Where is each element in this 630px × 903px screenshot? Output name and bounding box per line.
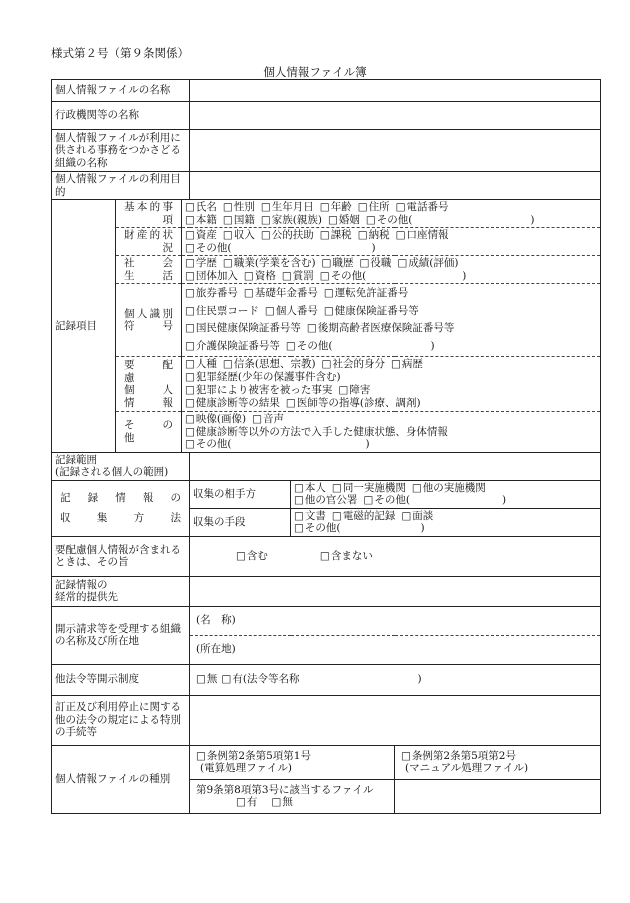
basic-items-label: 基本的事 項 xyxy=(116,200,182,228)
checkbox[interactable]: □ xyxy=(359,257,370,269)
manual-checkbox[interactable]: □ xyxy=(401,749,411,762)
checkbox-label: 年齢 xyxy=(330,201,352,213)
checkbox-label: 国民健康保険証番号等 xyxy=(195,322,301,334)
personal-info-file-register-table xyxy=(51,79,601,814)
purpose-label: 個人情報ファイルの利用目的 xyxy=(52,172,190,200)
checkbox-option[interactable] xyxy=(324,305,419,317)
checkbox-option[interactable] xyxy=(359,257,391,269)
collection-means-label: 収集の手段 xyxy=(190,508,291,536)
checkbox-label: 他の実施機関 xyxy=(422,481,486,494)
checkbox-label: 成績(評価) xyxy=(408,257,459,269)
checkbox-label: 住所 xyxy=(368,201,390,213)
checkbox-option[interactable] xyxy=(244,270,276,282)
checkbox[interactable]: □ xyxy=(185,213,195,226)
checkbox-option[interactable] xyxy=(185,214,217,226)
checkbox-option[interactable] xyxy=(223,257,316,269)
property-items-label: 財産的状 況 xyxy=(116,228,182,256)
checkbox-label: 病歴 xyxy=(401,358,423,370)
checkbox-label: 運転免許証番号 xyxy=(334,287,409,299)
checkbox-label: 健康診断等以外の方法で入手した健康状態、身体情報 xyxy=(195,425,448,438)
checkbox-option[interactable] xyxy=(185,305,259,317)
art9-yes-checkbox[interactable]: □ xyxy=(236,796,246,808)
art9-no-checkbox[interactable]: □ xyxy=(271,796,282,808)
checkbox[interactable]: □ xyxy=(319,201,330,213)
checkbox[interactable]: □ xyxy=(185,269,195,282)
checkbox-label: 本人 xyxy=(304,481,326,494)
checkbox-label: 犯罪により被害を被った事実 xyxy=(195,384,333,396)
checkbox-option[interactable] xyxy=(391,358,423,370)
checkbox[interactable]: □ xyxy=(321,257,332,269)
checkbox-option[interactable] xyxy=(223,201,255,213)
electronic-checkbox[interactable]: □ xyxy=(196,749,206,762)
checkbox-option[interactable] xyxy=(185,426,448,438)
sensitive-included-options: □含む □含まない xyxy=(190,536,601,576)
record-items-label: 記録項目 xyxy=(52,200,116,453)
special-procedure-value[interactable] xyxy=(190,695,601,745)
disclosure-org-label: 開示請求等を受理する組織の名称及び所在地 xyxy=(52,606,190,664)
checkbox-option[interactable] xyxy=(396,229,449,241)
property-items-options: □資産 □収入 □公的扶助 □課税 □納税 □口座情報 □その他( ) xyxy=(182,228,601,256)
checkbox-option[interactable] xyxy=(396,201,449,213)
checkbox-option[interactable] xyxy=(185,229,217,241)
checkbox-label: 音声 xyxy=(263,413,285,425)
checkbox-label: 納税 xyxy=(368,229,390,241)
checkbox-label: 課税 xyxy=(330,229,352,241)
checkbox-option[interactable] xyxy=(261,201,314,213)
checkbox-label: 性別 xyxy=(233,201,255,213)
social-items-label: 社 会 生 活 xyxy=(116,256,182,284)
basic-items-options: □氏名 □性別 □生年月日 □年齢 □住所 □電話番号 □本籍 □国籍 □家族(親族) □婚姻 □その他( ) xyxy=(182,200,601,228)
checkbox[interactable]: □ xyxy=(294,509,304,522)
checkbox[interactable]: □ xyxy=(185,438,195,450)
form-code: 様式第２号（第９条関係） xyxy=(51,46,189,60)
checkbox[interactable]: □ xyxy=(222,358,233,370)
organization-label: 個人情報ファイルが利用に供される事務をつかさどる組織の名称 xyxy=(52,130,190,172)
checkbox[interactable]: □ xyxy=(185,413,195,425)
checkbox-option[interactable] xyxy=(261,229,314,241)
checkbox[interactable]: □ xyxy=(252,413,263,425)
checkbox[interactable]: □ xyxy=(185,257,195,269)
checkbox[interactable]: □ xyxy=(395,229,406,241)
checkbox[interactable]: □ xyxy=(401,509,412,522)
checkbox-option[interactable] xyxy=(332,510,395,522)
sensitive-items-options xyxy=(182,357,601,412)
checkbox-option[interactable] xyxy=(320,229,352,241)
checkbox[interactable]: □ xyxy=(281,269,292,282)
checkbox-label: 健康診断等の結果 xyxy=(195,397,280,409)
checkbox[interactable]: □ xyxy=(222,229,233,241)
checkbox-label: 電話番号 xyxy=(406,201,449,213)
checkbox-option[interactable] xyxy=(294,482,326,494)
checkbox-option[interactable] xyxy=(223,214,255,226)
checkbox[interactable]: □ xyxy=(323,287,334,299)
checkbox[interactable]: □ xyxy=(357,201,368,213)
checkbox[interactable]: □ xyxy=(185,304,195,317)
checkbox-option[interactable] xyxy=(358,201,390,213)
checkbox-option[interactable] xyxy=(294,494,357,506)
checkbox[interactable]: □ xyxy=(357,229,368,241)
disclosure-org-address[interactable]: (所在地) xyxy=(190,635,601,664)
checkbox-label: 文書 xyxy=(304,509,326,522)
checkbox-label: 婚姻 xyxy=(338,213,360,226)
checkbox[interactable]: □ xyxy=(185,425,195,438)
checkbox-label: 学歴 xyxy=(195,257,217,269)
manual-file-option: □条例第2条第5項第2号 (マニュアル処理ファイル) xyxy=(395,745,601,779)
checkbox-option[interactable] xyxy=(185,371,341,383)
checkbox-label: 同一実施機関 xyxy=(342,481,406,494)
checkbox[interactable]: □ xyxy=(395,201,406,213)
checkbox-label: 職業(学業を含む) xyxy=(233,257,316,269)
collection-method-label: 記 録 情 報 の 収 集 方 法 xyxy=(52,480,190,536)
checkbox[interactable]: □ xyxy=(319,229,330,241)
checkbox-option[interactable] xyxy=(286,397,421,409)
checkbox-option[interactable] xyxy=(185,384,332,396)
file-name-label: 個人情報ファイルの名称 xyxy=(52,80,190,102)
checkbox[interactable]: □ xyxy=(285,339,296,352)
checkbox-option[interactable] xyxy=(185,358,217,370)
checkbox-option[interactable] xyxy=(322,358,385,370)
checkbox[interactable]: □ xyxy=(331,481,342,494)
checkbox-option[interactable] xyxy=(324,287,408,299)
checkbox-option[interactable] xyxy=(185,413,246,425)
checkbox[interactable]: □ xyxy=(222,257,233,269)
checkbox-label: 電磁的記録 xyxy=(342,509,396,522)
checkbox-option[interactable] xyxy=(401,510,433,522)
checkbox[interactable]: □ xyxy=(294,522,304,534)
other-law-label: 他法令等開示制度 xyxy=(52,664,190,695)
file-name-value[interactable] xyxy=(190,80,601,102)
checkbox[interactable]: □ xyxy=(185,241,195,254)
identifier-items-label: 個人識別 符 号 xyxy=(116,284,182,357)
checkbox-option[interactable] xyxy=(185,257,217,269)
checkbox-option[interactable] xyxy=(261,214,322,226)
checkbox[interactable]: □ xyxy=(222,213,233,226)
checkbox-option[interactable] xyxy=(185,322,301,334)
checkbox-label: 面談 xyxy=(412,509,434,522)
checkbox-label: 犯罪経歴(少年の保護事件含む) xyxy=(195,371,341,383)
checkbox-label: 国籍 xyxy=(233,213,255,226)
none-checkbox[interactable]: □ xyxy=(196,673,206,686)
checkbox[interactable]: □ xyxy=(294,494,304,506)
checkbox-option[interactable] xyxy=(185,270,238,282)
collection-source-options: □本人 □同一実施機関 □他の実施機関 □他の官公署 □その他( ) xyxy=(291,480,601,508)
other-items-label: そ の 他 xyxy=(116,412,182,453)
checkbox[interactable]: □ xyxy=(185,322,195,334)
other-items-options: □映像(画像) □音声 □健康診断等以外の方法で入手した健康状態、身体情報 □その他( ) xyxy=(182,412,601,453)
checkbox[interactable]: □ xyxy=(243,269,254,282)
checkbox-label: 賞罰 xyxy=(292,269,314,282)
checkbox[interactable]: □ xyxy=(243,287,254,299)
checkbox-label: 障害 xyxy=(349,384,371,396)
checkbox-label: 家族(親族) xyxy=(271,213,322,226)
checkbox-label: 映像(画像) xyxy=(195,413,247,425)
special-procedure-label: 訂正及び利用停止に関する他の法令の規定による特別の手続等 xyxy=(52,695,190,745)
checkbox[interactable]: □ xyxy=(321,358,332,370)
checkbox[interactable]: □ xyxy=(185,397,195,409)
checkbox-option[interactable] xyxy=(322,257,354,269)
checkbox-label: 旅券番号 xyxy=(195,287,238,299)
checkbox-option[interactable] xyxy=(294,510,326,522)
regular-recipient-label: 記録情報の 経常的提供先 xyxy=(52,576,190,606)
checkbox-option[interactable] xyxy=(265,305,318,317)
checkbox-label: 公的扶助 xyxy=(271,229,314,241)
checkbox[interactable]: □ xyxy=(363,494,374,506)
file-type-label: 個人情報ファイルの種別 xyxy=(52,745,190,813)
checkbox-option[interactable] xyxy=(397,257,458,269)
agency-name-label: 行政機関等の名称 xyxy=(52,102,190,130)
regular-recipient-value[interactable] xyxy=(190,576,601,606)
checkbox-option[interactable] xyxy=(185,340,280,352)
disclosure-org-name[interactable]: (名 称) xyxy=(190,606,601,635)
checkbox[interactable]: □ xyxy=(390,358,401,370)
social-items-options: □学歴 □職業(学業を含む) □職歴 □役職 □成績(評価) □団体加入 □資格 □賞罰 □その他( ) xyxy=(182,256,601,284)
checkbox[interactable]: □ xyxy=(264,304,275,317)
checkbox-label: 信条(思想、宗教) xyxy=(233,358,316,370)
checkbox-label: 本籍 xyxy=(195,213,217,226)
checkbox[interactable]: □ xyxy=(222,201,233,213)
checkbox-label: 個人番号 xyxy=(275,304,318,317)
checkbox[interactable]: □ xyxy=(185,339,195,352)
checkbox[interactable]: □ xyxy=(260,229,271,241)
sensitive-items-label: 要 配 慮 個 人 情 報 xyxy=(116,357,182,412)
checkbox-option[interactable] xyxy=(328,214,360,226)
exists-checkbox[interactable]: □ xyxy=(221,673,232,686)
electronic-file-option: □条例第2条第5項第1号 (電算処理ファイル) xyxy=(190,745,395,779)
checkbox-label: 健康保険証番号等 xyxy=(334,304,419,317)
checkbox[interactable]: □ xyxy=(411,481,422,494)
checkbox-label: 基礎年金番号 xyxy=(254,287,318,299)
purpose-value[interactable] xyxy=(190,172,601,200)
checkbox[interactable]: □ xyxy=(327,213,338,226)
checkbox[interactable]: □ xyxy=(338,384,349,396)
checkbox-label: 人種 xyxy=(195,358,217,370)
other-law-options: □無 □有(法令等名称 ) xyxy=(190,664,601,695)
checkbox-option[interactable] xyxy=(338,384,370,396)
checkbox[interactable]: □ xyxy=(185,229,195,241)
checkbox[interactable]: □ xyxy=(285,397,296,409)
art9-file: 第9条第8項第3号に該当するファイル □有 □無 xyxy=(190,779,395,813)
checkbox[interactable]: □ xyxy=(185,384,195,396)
checkbox-label: 団体加入 xyxy=(195,269,238,282)
art9-blank xyxy=(395,779,601,813)
checkbox-label: 資格 xyxy=(254,269,276,282)
checkbox-option[interactable] xyxy=(223,358,316,370)
form-title: 個人情報ファイル簿 xyxy=(263,65,367,79)
checkbox-option[interactable] xyxy=(282,270,314,282)
checkbox[interactable]: □ xyxy=(185,201,195,213)
checkbox-option[interactable] xyxy=(185,397,280,409)
checkbox-option[interactable] xyxy=(332,482,406,494)
checkbox[interactable]: □ xyxy=(306,322,317,334)
identifier-items-options: □旅券番号 □基礎年金番号 □運転免許証番号 □住民票コード □個人番号 □健康保険証番号等 □国民健康保険証番号等 □後期高齢者医療保険証番号等 □介護保険証番号等 □その他( ) xyxy=(182,284,601,357)
collection-source-label: 収集の相手方 xyxy=(190,480,291,508)
organization-value[interactable] xyxy=(190,130,601,172)
checkbox[interactable]: □ xyxy=(365,213,376,226)
checkbox-option[interactable] xyxy=(307,322,454,334)
checkbox[interactable]: □ xyxy=(185,358,195,370)
checkbox-option[interactable] xyxy=(223,229,255,241)
checkbox-label: 後期高齢者医療保険証番号等 xyxy=(317,322,455,334)
checkbox-option[interactable] xyxy=(252,413,284,425)
checkbox-label: 住民票コード xyxy=(195,304,259,317)
checkbox[interactable]: □ xyxy=(185,371,195,383)
checkbox-label: 役職 xyxy=(370,257,392,269)
checkbox[interactable]: □ xyxy=(319,269,330,282)
checkbox[interactable]: □ xyxy=(260,201,271,213)
checkbox-label: 生年月日 xyxy=(271,201,314,213)
agency-name-value[interactable] xyxy=(190,102,601,130)
checkbox-option[interactable] xyxy=(185,201,217,213)
checkbox-label: 社会的身分 xyxy=(332,358,385,370)
checkbox[interactable]: □ xyxy=(294,481,304,494)
collection-means-options: □文書 □電磁的記録 □面談 □その他( ) xyxy=(291,508,601,536)
record-range-label: 記録範囲 (記録される個人の範囲) xyxy=(52,452,190,480)
checkbox[interactable]: □ xyxy=(397,257,408,269)
checkbox-label: 医師等の指導(診療、調剤) xyxy=(296,397,421,409)
not-include-checkbox[interactable]: □ xyxy=(319,549,330,562)
checkbox-option[interactable] xyxy=(185,287,238,299)
checkbox[interactable]: □ xyxy=(323,304,334,317)
checkbox-option[interactable] xyxy=(412,482,486,494)
checkbox[interactable]: □ xyxy=(260,213,271,226)
checkbox-label: 収入 xyxy=(233,229,255,241)
checkbox-label: 介護保険証番号等 xyxy=(195,339,280,352)
checkbox[interactable]: □ xyxy=(185,287,195,299)
checkbox-label: 職歴 xyxy=(332,257,354,269)
checkbox-label: 他の官公署 xyxy=(304,494,358,506)
checkbox-label: 口座情報 xyxy=(406,229,449,241)
sensitive-included-label: 要配慮個人情報が含まれるときは、その旨 xyxy=(52,536,190,576)
checkbox[interactable]: □ xyxy=(331,509,342,522)
checkbox-option[interactable] xyxy=(244,287,318,299)
checkbox-option[interactable] xyxy=(358,229,390,241)
checkbox-option[interactable] xyxy=(320,201,352,213)
checkbox-label: 資産 xyxy=(195,229,217,241)
include-checkbox[interactable]: □ xyxy=(236,549,246,562)
record-range-value[interactable] xyxy=(190,452,601,480)
checkbox-label: 氏名 xyxy=(195,201,217,213)
